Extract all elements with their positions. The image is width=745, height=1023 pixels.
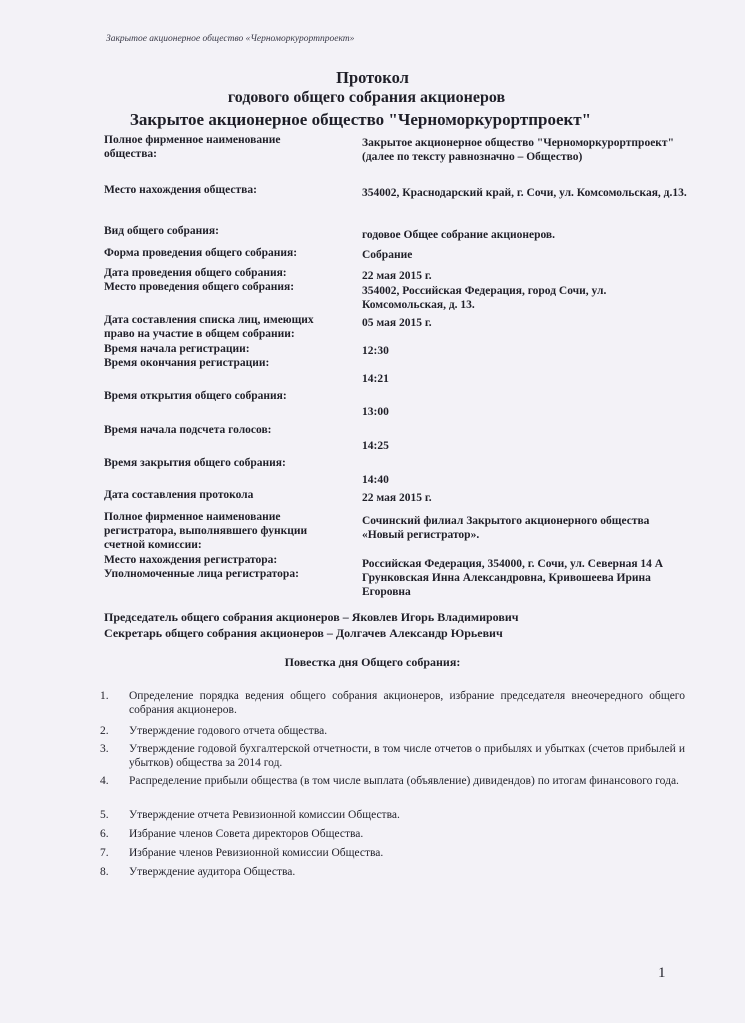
field-value-full-name: Закрытое акционерное общество "Черноморкурортпроект" (далее по тексту равнозначно – Общество) bbox=[362, 137, 674, 163]
field-value-registrar-location: Российская Федерация, 354000, г. Сочи, ул. Северная 14 А bbox=[362, 558, 664, 570]
agenda-item-number: 1. bbox=[100, 690, 109, 702]
field-label-registration-end: Время окончания регистрации: bbox=[104, 357, 270, 369]
field-label-full-name: Полное фирменное наименование общества: bbox=[104, 134, 281, 160]
field-label-list-date: Дата составления списка лиц, имеющих право на участие в общем собрании: bbox=[104, 314, 314, 340]
field-label-meeting-date: Дата проведения общего собрания: bbox=[104, 267, 287, 279]
agenda-item-number: 7. bbox=[100, 847, 109, 859]
agenda-item-text: Избрание членов Совета директоров Общества. bbox=[129, 828, 364, 840]
company-title: Закрытое акционерное общество "Черноморкурортпроект" bbox=[129, 110, 592, 129]
field-value-meeting-type: годовое Общее собрание акционеров. bbox=[362, 229, 556, 241]
field-value-meeting-date: 22 мая 2015 г. bbox=[362, 270, 432, 282]
field-label-registrar-persons: Уполномоченные лица регистратора: bbox=[104, 568, 299, 580]
agenda-item-text: Утверждение отчета Ревизионной комиссии Общества. bbox=[129, 809, 400, 821]
field-value-location: 354002, Краснодарский край, г. Сочи, ул. Комсомольская, д.13. bbox=[362, 187, 687, 199]
agenda-item-number: 3. bbox=[100, 743, 109, 755]
field-value-protocol-date: 22 мая 2015 г. bbox=[362, 492, 432, 504]
agenda-item-text: Распределение прибыли общества (в том числе выплата (объявление) дивидендов) по итогам финансового года. bbox=[129, 775, 679, 787]
agenda-item-number: 2. bbox=[100, 725, 109, 737]
agenda-item-text: Избрание членов Ревизионной комиссии Общества. bbox=[129, 847, 384, 859]
chairman-line: Председатель общего собрания акционеров – Яковлев Игорь Владимирович bbox=[104, 610, 519, 624]
field-value-meeting-close: 14:40 bbox=[362, 474, 389, 486]
field-label-meeting-close: Время закрытия общего собрания: bbox=[104, 457, 286, 469]
field-label-meeting-form: Форма проведения общего собрания: bbox=[104, 247, 298, 259]
field-label-vote-count-start: Время начала подсчета голосов: bbox=[104, 424, 272, 436]
field-label-registration-start: Время начала регистрации: bbox=[104, 343, 250, 355]
agenda-item-text: Утверждение годовой бухгалтерской отчетности, в том числе отчетов о прибылях и убытках (счетов прибылей и убытков) общества за 2014 год. bbox=[129, 743, 685, 769]
agenda-item-number: 6. bbox=[100, 828, 109, 840]
field-value-meeting-open: 13:00 bbox=[362, 406, 389, 418]
field-label-protocol-date: Дата составления протокола bbox=[104, 489, 254, 501]
agenda-item-number: 5. bbox=[100, 809, 109, 821]
page-number: 1 bbox=[658, 965, 666, 981]
secretary-line: Секретарь общего собрания акционеров – Долгачев Александр Юрьевич bbox=[104, 626, 503, 640]
protocol-subtitle: годового общего собрания акционеров bbox=[227, 89, 506, 106]
field-label-meeting-open: Время открытия общего собрания: bbox=[104, 390, 287, 402]
field-value-registration-start: 12:30 bbox=[362, 345, 389, 357]
agenda-item-number: 8. bbox=[100, 866, 109, 878]
field-label-meeting-place: Место проведения общего собрания: bbox=[104, 281, 295, 293]
field-label-location: Место нахождения общества: bbox=[104, 184, 257, 196]
field-value-registration-end: 14:21 bbox=[362, 373, 389, 385]
agenda-item-text: Утверждение аудитора Общества. bbox=[129, 866, 296, 878]
field-value-registrar-name: Сочинский филиал Закрытого акционерного общества «Новый регистратор». bbox=[362, 515, 650, 541]
field-value-meeting-place: 354002, Российская Федерация, город Сочи, ул. Комсомольская, д. 13. bbox=[362, 285, 607, 311]
field-label-registrar-location: Место нахождения регистратора: bbox=[104, 554, 278, 566]
agenda-item-number: 4. bbox=[100, 775, 109, 787]
protocol-title: Протокол bbox=[336, 68, 409, 87]
field-label-registrar-name: Полное фирменное наименование регистратора, выполнявшего функции счетной комиссии: bbox=[104, 511, 308, 551]
agenda-item-text: Определение порядка ведения общего собрания акционеров, избрание председателя внеочередного общего собрания акционеров. bbox=[129, 690, 685, 716]
running-header: Закрытое акционерное общество «Черноморкурортпроект» bbox=[106, 34, 355, 44]
field-value-registrar-persons: Грунковская Инна Александровна, Кривошеева Ирина Егоровна bbox=[362, 572, 651, 598]
field-value-vote-count-start: 14:25 bbox=[362, 440, 389, 452]
agenda-title: Повестка дня Общего собрания: bbox=[284, 655, 461, 669]
field-value-meeting-form: Собрание bbox=[362, 249, 413, 261]
agenda-item-text: Утверждение годового отчета общества. bbox=[129, 725, 328, 737]
field-label-meeting-type: Вид общего собрания: bbox=[104, 225, 219, 237]
field-value-list-date: 05 мая 2015 г. bbox=[362, 317, 432, 329]
